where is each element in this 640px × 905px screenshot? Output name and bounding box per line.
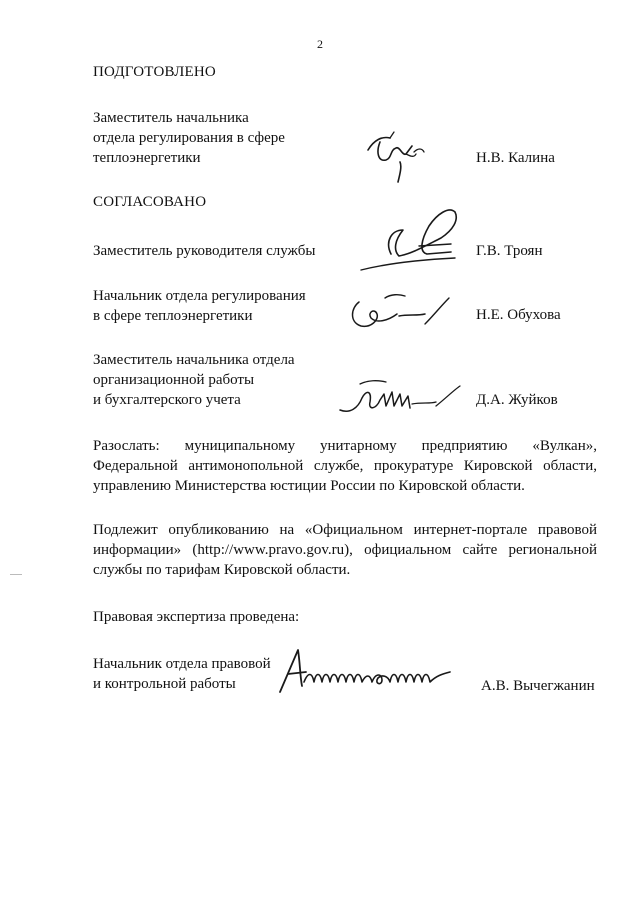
position-line: отдела регулирования в сфере xyxy=(93,130,285,146)
paragraph-line: Подлежит опубликованию на «Официальном интернет-портале правовой xyxy=(93,522,597,538)
paragraph-line: информации» (http://www.pravo.gov.ru), официальном сайте региональной xyxy=(93,542,597,558)
signature-kalina xyxy=(360,122,440,188)
publication-paragraph xyxy=(93,520,597,580)
position-line: Заместитель начальника xyxy=(93,110,249,126)
signature-vychegzhanin xyxy=(270,642,460,698)
signer-troyan-position xyxy=(93,241,343,261)
position-line: организационной работы xyxy=(93,372,255,388)
signer-obukhova-position xyxy=(93,286,343,326)
paragraph-line: Федеральной антимонопольной службе, прокуратуре Кировской области, xyxy=(93,458,597,474)
agreed-heading: СОГЛАСОВАНО xyxy=(93,194,207,210)
position-line: Заместитель начальника отдела xyxy=(93,352,295,368)
paragraph-line: управлению Министерства юстиции России по Кировской области. xyxy=(93,478,525,494)
position-line: теплоэнергетики xyxy=(93,150,201,166)
signer-troyan-name: Г.В. Троян xyxy=(476,243,543,259)
legal-review-name: А.В. Вычегжанин xyxy=(481,678,595,694)
prepared-name: Н.В. Калина xyxy=(476,150,555,166)
signer-obukhova-name: Н.Е. Обухова xyxy=(476,307,561,323)
signer-zhuikov-name: Д.А. Жуйков xyxy=(476,392,558,408)
signer-zhuikov-position xyxy=(93,350,343,410)
scan-margin-mark xyxy=(10,574,22,575)
position-line: Начальник отдела правовой xyxy=(93,656,271,672)
legal-review-statement: Правовая экспертиза проведена: xyxy=(93,609,300,625)
position-line: в сфере теплоэнергетики xyxy=(93,308,253,324)
signature-troyan xyxy=(355,200,473,278)
distribution-paragraph xyxy=(93,436,597,496)
prepared-heading: ПОДГОТОВЛЕНО xyxy=(93,64,216,80)
position-line: Начальник отдела регулирования xyxy=(93,288,306,304)
paragraph-line: службы по тарифам Кировской области. xyxy=(93,562,351,578)
signature-zhuikov xyxy=(332,376,468,422)
paragraph-line: Разослать: муниципальному унитарному предприятию «Вулкан», xyxy=(93,438,597,454)
signature-obukhova xyxy=(345,284,463,334)
prepared-position xyxy=(93,108,343,168)
position-line: и бухгалтерского учета xyxy=(93,392,241,408)
position-line: и контрольной работы xyxy=(93,676,236,692)
page-number: 2 xyxy=(317,37,323,51)
position-line: Заместитель руководителя службы xyxy=(93,243,316,259)
